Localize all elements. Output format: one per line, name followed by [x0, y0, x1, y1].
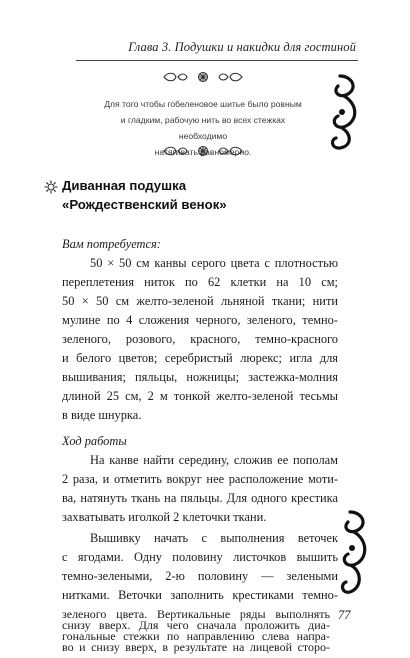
tip-note-line: натягивать равномерно. [154, 147, 252, 157]
process-line: с ягодами. Одну половину листочков вышить [62, 550, 338, 564]
sun-ornament-icon [44, 180, 58, 194]
section-title-line: Диванная подушка [62, 178, 187, 193]
materials-line: 50 × 50 см канвы серого цвета с плотностью [90, 256, 338, 270]
materials-line: в виде шнурка. [62, 408, 142, 422]
page-number: 77 [338, 608, 351, 622]
header-rule [76, 60, 358, 61]
flourish-ornament-icon [330, 508, 376, 598]
floral-divider-icon [158, 70, 248, 84]
process-line: Вышивку начать с выполнения веточек [90, 531, 338, 545]
materials-heading: Вам потребуется: [62, 237, 161, 251]
materials-line: мулине по 4 сложения черного, зеленого, темно- [62, 313, 338, 327]
materials-line: длиной 25 см, 2 м тонкой желто-зеленой тесьмы [62, 389, 338, 403]
process-line: темно-зелеными, 2-ю половину — зелеными [62, 569, 338, 583]
materials-line: вышивания; пяльцы, ножницы; застежка-молния [62, 370, 338, 384]
process-line: гональные стежки по направлению слева напра- [62, 629, 330, 643]
floral-divider-icon [158, 144, 248, 158]
materials-line: и белого цветов; серебристый люрекс; игла для [62, 351, 338, 365]
process-line: снизу вверх. Для чего сначала проложить диа- [62, 618, 330, 632]
process-line: На канве найти середину, сложив ее пополам [90, 453, 338, 467]
process-heading: Ход работы [62, 434, 127, 448]
process-line: во и снизу вверх, в результате на лицевой сторо- [62, 640, 330, 654]
process-line: ва, натянуть ткань на пяльцы. Для одного крестика [62, 491, 338, 505]
materials-line: переплетения ниток по 62 клетки на 10 см; [62, 275, 338, 289]
running-head: Глава 3. Подушки и накидки для гостиной [128, 40, 356, 54]
process-line: 2 раза, и отметить вокруг нее расположение моти- [62, 472, 338, 486]
flourish-ornament-icon [318, 72, 368, 152]
section-title-line: «Рождественский венок» [62, 197, 227, 212]
tip-note-line: и гладким, рабочую нить во всех стежках необходимо [120, 115, 286, 141]
section-title [62, 176, 362, 214]
process-line: нитками. Веточки заполнить крестиками темно- [62, 588, 338, 602]
materials-line: 50 × 50 см желто-зеленой льняной ткани; нити [62, 294, 338, 308]
process-line: зеленого цвета. Вертикальные ряды выполнять [62, 607, 330, 621]
materials-line: зеленого, розового, красного, темно-красного [62, 332, 338, 346]
process-line: захватывать иголкой 2 клеточки ткани. [62, 510, 267, 524]
tip-note-line: Для того чтобы гобеленовое шитье было ровным [104, 99, 302, 109]
